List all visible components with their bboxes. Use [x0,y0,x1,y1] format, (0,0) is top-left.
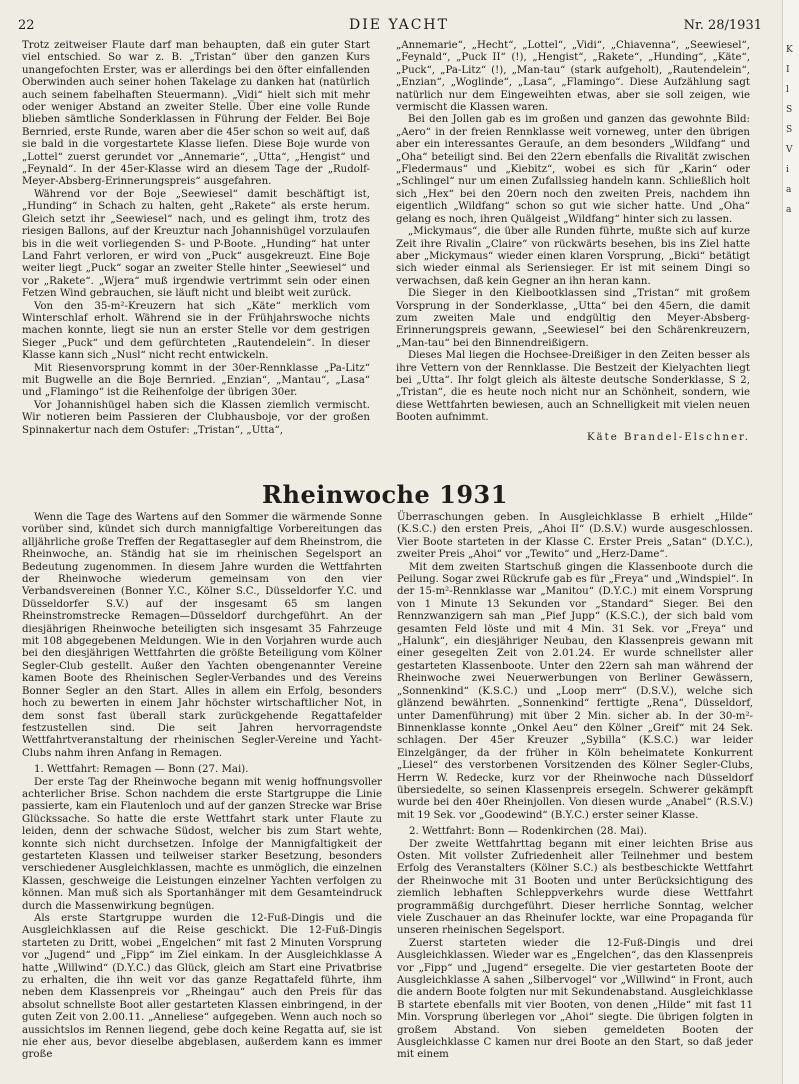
paragraph: Der erste Tag der Rheinwoche begann mit wenig hoffnungsvoller achterlicher Brise. Schon nachdem die erste Startgruppe die Linie passierte, kam ein Flautenloch und auf der ganzen Strecke war Brise Glückssache. So hatte die erste Wettfahrt stark unter Flaute zu leiden, denn der schwache Südost, welcher bis zum Start wehte, konnte sich nicht durchsetzen. Infolge der Mannigfaltigkeit der gestarteten Klassen und teilweiser starker Besetzung, besonders verschiedener Ausgleichklassen, machte es unmöglich, die einzelnen Klassen, geschweige die Leistungen einzelner Yachten verfolgen zu können. Man muß sich als Sportanhänger mit dem Gesamteindruck durch die Massenwirkung begnügen. [22,776,382,912]
article2-column-left [22,512,382,1062]
margin-letter: V [786,145,793,155]
margin-letter: i [786,165,789,175]
paragraph: Überraschungen geben. In Ausgleichklasse B erhielt „Hilde“ (K.S.C.) den ersten Preis, „Ahoi II“ (D.S.V.) wurde ausgeschlossen. Vier Boote starteten in der Klasse C. Erster Preis „Satan“ (D.Y.C.), zweiter Preis „Ahoi“ vor „Tewito“ und „Herz-Dame“. [397,512,753,561]
margin-letter: K [786,45,793,55]
paragraph: Mit dem zweiten Startschuß gingen die Klassenboote durch die Peilung. Sogar zwei Rückrufe gab es für „Freya“ und „Windspiel“. In der 15-m²-Rennklasse war „Manitou“ (D.Y.C.) mit einem Vorsprung von 1 Minute 13 Sekunden vor „Standard“ Sieger. Bei den Rennzwanzigern sah man „Pief Jupp“ (K.S.C.), der sich bald vom gesamten Feld löste und mit 4 Min. 31 Sek. vor „Freya“ und „Halunk“, ein diesjähriger Neubau, den Klassenpreis gewann mit einer gesegelten Zeit von 2.01.24. Er wurde schnellster aller gestarteten Klassenboote. Unter den 22ern sah man während der Rheinwoche zwei Neuerwerbungen von Berliner Gewässern, „Sonnenkind“ (K.S.C.) und „Loop merr“ (D.S.V.), welche sich glänzend bewährten. „Sonnenkind“ ferttigte „Rena“, Düsseldorf, unter Damenführung) mit über 2 Min. sicher ab. In der 30-m²-Binnenklasse konnte „Onkel Aeu“ den Kölner „Greif“ mit 24 Sek. schlagen. Der 45er Kreuzer „Sybilla“ (K.S.C.) war leider Einzelgänger, da der früher in Köln beheimatete Konkurrent „Liesel“ des verstorbenen Vorsitzenden des Kölner Segler-Clubs, Herrn W. Redecke, kurz vor der Rheinwoche nach Düsseldorf übersiedelte, so seinen Klassenpreis ersegeln. Schwerer gekämpft wurde bei den 40er Rheinjollen. Von diesen wurde „Anabel“ (R.S.V.) mit 19 Sek. vor „Goodewind“ (B.Y.C.) erster seiner Klasse. [397,561,753,821]
paragraph: Trotz zeitweiser Flaute darf man behaupten, daß ein guter Start viel entschied. So war z. B. „Tristan“ über den ganzen Kurs unangefochten Erster, was er allerdings bei den öfter einfallenden Oberwinden auch seiner hohen Takelage zu danken hat (natürlich auch seinem fabelhaften Steuermann). „Vidi“ hielt sich mit mehr oder weniger Abstand an zweiter Stelle. Über eine volle Runde blieben sämtliche Sonderklassen in Führung der Felder. Bei Boje Bernried, erste Runde, waren aber die 45er schon so weit auf, daß sie bald in die vorgestartete Klasse liefen. Diese Boje wurde von „Lottel“ zuerst gerundet vor „Annemarie“, „Utta“, „Hengist“ und „Feynald“. In der 45er-Klasse wird an diesem Tage der „Rudolf-Meyer-Absberg-Erinnerungspreis“ ausgefahren. [22,40,370,188]
margin-letter: a [786,185,792,195]
paragraph: Zuerst starteten wieder die 12-Fuß-Dingis und drei Ausgleichklassen. Wieder war es „Engelchen“, das den Klassenpreis vor „Fipp“ und „Jugend“ ersegelte. Die vier gestarteten Boote der Ausgleichklasse A sahen „Silbervogel“ vor „Willwind“ in Front, auch die andern Boote folgten nur mit Sekundenabstand. Ausgleichklasse B startete ebenfalls mit vier Booten, von denen „Hilde“ mit fast 11 Min. Vorsprung überlegen vor „Ahoi“ siegte. Die übrigen folgten in großem Abstand. Von sieben gemeldeten Booten der Ausgleichklasse C kamen nur drei Boote an den Start, so daß jeder mit einem [397,937,753,1061]
adjacent-page-letters [786,40,798,220]
section-heading: 2. Wettfahrt: Bonn — Rodenkirchen (28. Mai). [409,826,647,838]
paragraph: Vor Johannishügel haben sich die Klassen ziemlich vermischt. Wir notieren beim Passieren der Clubhausboje, vor der großen Spinnakertur nach dem Ostufer: „Tristan“, „Utta“, [22,399,370,436]
margin-letter: S [786,105,793,115]
article1-column-right [396,40,750,444]
adjacent-page-edge [782,0,799,1084]
paragraph: Mit Riesenvorsprung kommt in der 30er-Rennklasse „Pa-Litz“ mit Bugwelle an die Boje Bernried. „Enzian“, „Mantau“, „Lasa“ und „Flamingo“ ist die Reihenfolge der übrigen 30er. [22,362,370,399]
paragraph: Die Sieger in den Kielbootklassen sind „Tristan“ mit großem Vorsprung in der Sonderklasse, „Utta“ bei den 45ern, die damit zum zweiten Male und endgültig den Meyer-Absberg-Erinnerungspreis gewann, „Seewiesel“ bei den Schärenkreuzern, „Man-tau“ bei den Binnendreißigern. [396,288,750,349]
margin-letter: I [786,65,790,75]
page-header [10,14,788,36]
article1-column-left [22,40,370,437]
article-title: Rheinwoche 1931 [262,480,508,509]
page-number: 22 [18,18,35,33]
issue-number: Nr. 28/1931 [683,18,762,33]
margin-letter: l [786,85,789,95]
paragraph: Während vor der Boje „Seewiesel“ damit beschäftigt ist, „Hunding“ in Schach zu halten, geht „Rakete“ als erste herum. Gleich setzt ihr „Seewiesel“ nach, und es gelingt ihm, trotz des riesigen Ballons, auf der Kreuztur nach Johannishügel vorzulaufen bis in die weit vorliegenden S- und P-Boote. „Hunding“ hat unter Land Fahrt verloren, er wird von „Puck“ ausgekreuzt. Eine Boje weiter liegt „Puck“ sogar an zweiter Stelle hinter „Seewiesel“ und vor „Rakete“. „Wjera“ muß irgendwie vertrimmt sein oder einen Fetzen Wind gebrauchen, sie läuft nicht und bleibt weit zurück. [22,188,370,300]
paragraph: Der zweite Wettfahrttag begann mit einer leichten Brise aus Osten. Mit vollster Zufriedenheit aller Teilnehmer und bestem Erfolg des Veranstalters (Kölner S.C.) als bestbeschickte Wettfahrt der Rheinwoche mit 31 Booten und unter Berücksichtigung des ziemlich lebhaften Schleppverkehrs wurde diese Wettfahrt programmäßig durchgeführt. Dieser herrliche Sonntag, welcher viele Zuschauer an das Rheinufer lockte, war eine Propaganda für unseren rheinischen Segelsport. [397,838,753,937]
paragraph: Dieses Mal liegen die Hochsee-Dreißiger in den Zeiten besser als ihre Vettern von der Rennklasse. Die Bestzeit der Kielyachten liegt bei „Utta“. Ihr folgt gleich als älteste deutsche Sonderklasse, S 2, „Tristan“, die es heute noch nicht nur an Schönheit, sondern, wie diese Wettfahrten bewiesen, auch an Schnelligkeit mit vielen neuen Booten aufnimmt. [396,350,750,424]
article2-column-right [397,512,753,1062]
margin-letter: S [786,125,793,135]
paragraph: Als erste Startgruppe wurden die 12-Fuß-Dingis und die Ausgleichklassen auf die Reise geschickt. Die 12-Fuß-Dingis starteten zu Dritt, wobei „Engelchen“ mit fast 2 Minuten Vorsprung vor „Jugend“ und „Fipp“ im Ziel einkam. In der Ausgleichklasse A hatte „Willwind“ (D.Y.C.) das Glück, gleich am Start eine Privatbrise zu erhalten, die ihn weit vor das ganze Regattafeld führte, ihm neben dem Klassenpreis vor „Rheingau“ auch den Preis für das absolut schnellste Boot aller gestarteten Klassen einbringend, in der guten Zeit von 2.00.11. „Anneliese“ aufgegeben. Wenn auch noch so aussichtslos im Rennen liegend, gebe doch keine Regatta auf, sie ist nie eher aus, bevor dieselbe abgeblasen, außerdem kann es immer große [22,913,382,1061]
paragraph: Bei den Jollen gab es im großen und ganzen das gewohnte Bild: „Aero“ in der freien Rennklasse weit vorneweg, unter den übrigen aber ein interessantes Gerauſe, an dem besonders „Wildfang“ und „Oha“ beteiligt sind. Bei den 22ern ebenfalls die Rivalität zwischen „Fledermaus“ und „Kiebitz“, wobei es sich für „Karin“ oder „Schlingel“ nur um einen Zufallssieg handeln kann. Schließlich holt sich „Hex“ bei den 20ern noch den zweiten Preis, nachdem ihn eigentlich „Wildfang“ schon so gut wie sicher hatte. Und „Oha“ gelang es noch, ihren Quälgeist „Wildfang“ hinter sich zu lassen. [396,114,750,225]
journal-title: DIE YACHT [349,17,449,33]
author-signature: Käte Brandel-Elschner. [586,431,750,443]
paragraph: „Mickymaus“, die über alle Runden führte, mußte sich auf kurze Zeit ihre Rivalin „Claire“ von rückwärts besehen, bis ins Ziel hatte aber „Mickymaus“ wieder einen klaren Vorsprung, „Bicki“ betätigt sich wieder einmal als Seriensieger. Er ist mit seinem Dingi so verwachsen, daß kein Gegner an ihn heran kann. [396,226,750,287]
paragraph: Wenn die Tage des Wartens auf den Sommer die wärmende Sonne vorüber sind, kündet sich durch mannigfaltige Vorbereitungen das alljährliche große Treffen der Regattasegler auf dem Rheinstrom, die Rheinwoche, an. Ständig hat sie im rheinischen Segelsport an Bedeutung zugenommen. In diesem Jahre wurden die Wettfahrten der Rheinwoche wiederum gemeinsam von den vier Verbandsvereinen (Bonner Y.C., Kölner S.C., Düsseldorfer Y.C. und Düsseldorfer S.V.) auf der insgesamt 65 sm langen Rheinstromstrecke Remagen—Düsseldorf durchgeführt. An der diesjährigen Rheinwoche beteiligten sich insgesamt 35 Fahrzeuge mit 108 abgegebenen Meldungen. Wie in den Vorjahren wurde auch bei den diesjährigen Wettfahrten die größte Beteiligung vom Kölner Segler-Club gestellt. Außer den Yachten obengenannter Vereine kamen Boote des Rheinischen Segler-Verbandes und des Vereins Bonner Segler an den Start. Alles in allem ein Erfolg, besonders hoch zu bewerten in einem Jahr höchster wirtschaftlicher Not, in dem sonst fast überall stark zurückgehende Regattafelder festzustellen sind. Die seit Jahren hervorragendste Wettfahrtveranstaltung der rheinischen Segler-Vereine und Yacht-Clubs nahm ihren Anfang in Remagen. [22,512,382,759]
paragraph: Von den 35-m²-Kreuzern hat sich „Käte“ merklich vom Winterschlaf erholt. Während sie in der Frühjahrswoche nichts machen konnte, liegt sie nun an erster Stelle vor dem gestrigen Sieger „Puck“ und dem gefürchteten „Rautendelein“. In dieser Klasse kann sich „Nusl“ nicht recht entwickeln. [22,300,370,362]
section-heading: 1. Wettfahrt: Remagen — Bonn (27. Mai). [34,764,249,776]
margin-letter: a [786,205,792,215]
paragraph: „Annemarie“, „Hecht“, „Lottel“, „Vidi“, „Chiavenna“, „Seewiesel“, „Feynald“, „Puck II“ (!), „Hengist“, „Rakete“, „Hunding“, „Käte“, „Puck“, „Pa-Litz“ (!), „Man-tau“ (stark aufgeholt), „Rautendelein“, „Enzian“, „Woglinde“, „Lasa“, „Flamingo“. Diese Aufzählung sagt natürlich nur dem Eingeweihten etwas, aber sie soll zeigen, wie vermischt die Klassen waren. [396,40,750,114]
